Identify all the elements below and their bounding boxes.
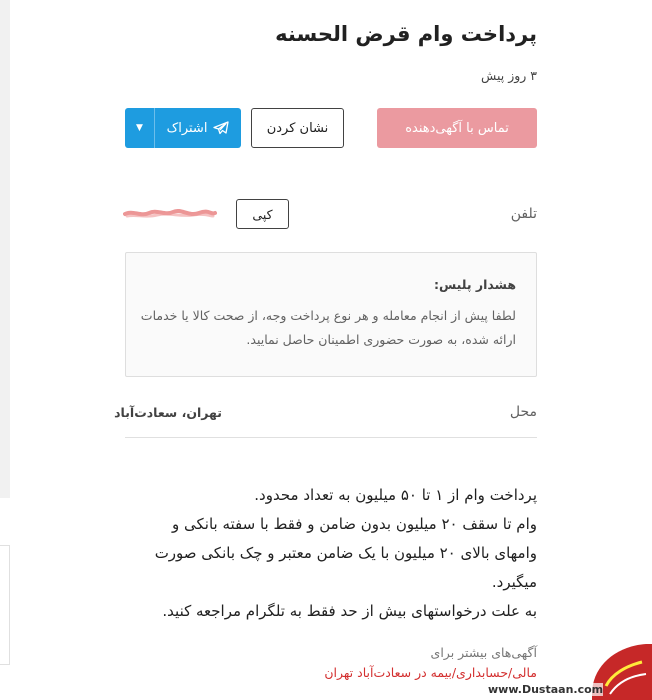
bookmark-button[interactable] [251, 108, 344, 148]
side-box [0, 545, 10, 665]
post-time: ۳ روز پیش [481, 68, 537, 83]
watermark-text: www.Dustaan.com [488, 683, 604, 696]
ad-title: پرداخت وام قرض الحسنه [275, 22, 537, 46]
location-label: محل [509, 404, 537, 420]
contact-button-label: تماس با آگهی‌دهنده [405, 120, 509, 136]
police-warning-box [125, 252, 537, 377]
more-ads-label: آگهی‌های بیشتر برای [430, 645, 537, 660]
copy-button-label: کپی [252, 206, 273, 222]
ad-details [114, 0, 537, 700]
blurred-phone-number [123, 208, 217, 220]
share-button-main[interactable] [155, 108, 241, 148]
contact-button[interactable] [377, 108, 537, 148]
bookmark-button-label: نشان کردن [266, 120, 329, 136]
telegram-send-icon [213, 121, 229, 135]
location-value: تهران، سعادت‌آباد [114, 405, 222, 420]
warning-body: لطفا پیش از انجام معامله و هر نوع پرداخت وجه، از صحت کالا یا خدمات ارائه شده، به صورت حضوری اطمینان حاصل نمایید. [140, 308, 516, 347]
share-button[interactable] [125, 108, 241, 148]
divider [125, 437, 537, 438]
chevron-down-icon[interactable]: ▼ [125, 108, 155, 148]
phone-label: تلفن [510, 206, 537, 222]
page-side-panel [0, 0, 10, 498]
description-line: پرداخت وام از ۱ تا ۵۰ میلیون به تعداد محدود. [254, 486, 537, 504]
ad-description [125, 481, 537, 626]
share-button-label: اشتراک [166, 120, 208, 136]
copy-button[interactable] [236, 199, 289, 229]
more-ads-link[interactable]: مالی/حسابداری/بیمه در سعادت‌آباد تهران [324, 665, 537, 680]
description-line: به علت درخواستهای بیش از حد فقط به تلگرام مراجعه کنید. [162, 602, 537, 620]
description-line: وام تا سقف ۲۰ میلیون بدون ضامن و فقط با سفته بانکی و وامهای بالای ۲۰ میلیون با یک ضامن معتبر و چک بانکی صورت میگیرد. [154, 515, 537, 591]
warning-title: هشدار پلیس: [433, 277, 516, 292]
